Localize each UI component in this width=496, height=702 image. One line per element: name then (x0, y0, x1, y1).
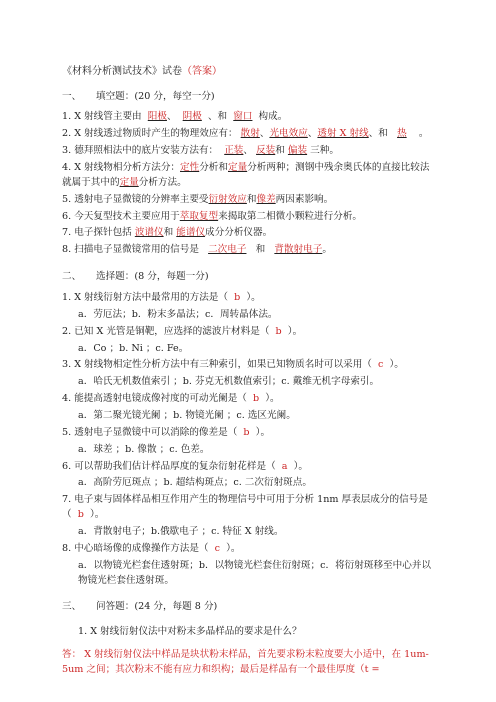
choice-options: a．劳厄法；b．粉末多晶法；c．周转晶体法。 (78, 308, 278, 320)
answer-blank: 热 (397, 128, 407, 140)
answer-blank: 能谱仪 (176, 227, 206, 239)
choice-answer: b (243, 426, 250, 438)
choice-question: 4. 能提高透射电镜成像衬度的可动光阑是（ b ）。 (62, 393, 280, 405)
choice-options: a．哈氏无机数值索引 ；b. 芬克无机数值索引；c. 戴维无机字母索引。 (78, 376, 380, 388)
choice-question: 2. 已知 X 光管是铜靶，应选择的滤波片材料是（ b ）。 (62, 325, 303, 337)
answer-blank: 定量 (119, 176, 139, 188)
choice-answer: b (234, 291, 241, 303)
section-essay-heading (62, 600, 438, 615)
section-title: 选择题：(8 分，每题一分) (96, 271, 209, 283)
page-title (62, 64, 438, 80)
title-main: 《材料分析测试技术》试卷 (62, 66, 182, 77)
answer-blank: 窗口 (233, 111, 253, 123)
fill-question-7: 7. 电子探针包括 波谱仪和 能谱仪成分分析仪器。 (62, 227, 273, 239)
essay-question-1: 1. X 射线衍射仪法中对粉末多晶样品的要求是什么？ (78, 626, 302, 638)
answer-blank: 阳极 (147, 111, 167, 123)
fill-question-6: 6. 今天复型技术主要应用于萃取复型来揭取第二相微小颗粒进行分析。 (62, 210, 363, 222)
choice-options: a．球差 ；b. 像散 ；c. 色差。 (78, 443, 210, 455)
section-title: 问答题：(24 分，每题 8 分) (96, 601, 218, 613)
choice-answer: a (281, 460, 288, 472)
fill-question-1: 1. X 射线管主要由 阳极、 阴极 、和 窗口 构成。 (62, 111, 288, 123)
section-number: 三、 (62, 601, 82, 613)
answer-blank: 波谱仪 (134, 227, 164, 239)
choice-options: a．背散射电子；b.俄歇电子 ；c. 特征 X 射线。 (78, 525, 284, 537)
section-number: 一、 (62, 90, 82, 102)
choice-question: 6. 可以帮助我们估计样品厚度的复杂衍射花样是（ a ）。 (62, 460, 309, 472)
choice-options: a．第二聚光镜光阑 ；b. 物镜光阑 ；c. 选区光阑。 (78, 409, 296, 421)
fill-question-5: 5. 透射电子显微镜的分辨率主要受衍射效应和像差两因素影响。 (62, 193, 334, 205)
choice-question: 3. X 射线物相定性分析方法中有三种索引，如果已知物质名时可以采用（ c ）。 (62, 359, 404, 371)
section-fill-heading (62, 90, 438, 105)
choice-options: a．高阶劳厄斑点 ；b. 超结构斑点；c. 二次衍射斑点。 (78, 477, 312, 489)
answer-blank: 透射 X 射线 (317, 128, 369, 140)
answer-blank: 正装 (224, 145, 244, 157)
answer-blank: 二次电子 (208, 244, 247, 256)
choice-answer: c (214, 542, 220, 554)
essay-answer-1: 答： X 射线衍射仪法中样品是块状粉末样品，首先要求粉末粒度要大小适中，在 1um-5um 之间；其次粉末不能有应力和织构；最后是样品有一个最佳厚度（t = (62, 649, 429, 675)
choice-question: 5. 透射电子显微镜中可以消除的像差是（ b ）。 (62, 426, 271, 438)
choice-question: 7. 电子束与固体样品相互作用产生的物理信号中可用于分析 1nm 厚表层成分的信号是（ b ）。 (62, 494, 428, 521)
choice-question: 1. X 射线衍射方法中最常用的方法是（ b ）。 (62, 291, 261, 303)
section-title: 填空题：(20 分，每空一分) (96, 90, 215, 102)
fill-question-8: 8. 扫描电子显微镜常用的信号是 二次电子 和 背散射电子。 (62, 244, 332, 256)
section-number: 二、 (62, 271, 82, 283)
choice-options: a．以物镜光栏套住透射斑；b．以物镜光栏套住衍射斑；c．将衍射斑移至中心并以物镜光栏套住透射斑。 (78, 559, 432, 586)
answer-blank: 定量 (228, 161, 248, 173)
title-answer-tag: （答案） (182, 66, 222, 77)
answer-blank: 阴极 (182, 111, 202, 123)
fill-question-4: 4. X 射线物相分析方法分：定性分析和定量分析两种；测钢中残余奥氏体的直接比较法就属于其中的定量分析方法。 (62, 161, 430, 188)
choice-answer: b (275, 325, 282, 337)
section-choice-heading (62, 270, 438, 285)
answer-blank: 像差 (256, 193, 276, 205)
choice-question-list (62, 291, 438, 588)
answer-blank: 反装 (256, 145, 276, 157)
answer-blank: 衍射效应 (208, 193, 247, 205)
choice-options: a．Co ；b. Ni ；c. Fe。 (78, 342, 189, 354)
answer-blank: 定性 (180, 161, 200, 173)
choice-answer: b (77, 509, 84, 521)
choice-answer: b (253, 393, 260, 405)
answer-blank: 光电效应 (269, 128, 308, 140)
choice-answer: c (378, 359, 384, 371)
answer-blank: 萃取复型 (179, 210, 219, 222)
answer-blank: 偏装 (287, 145, 308, 157)
fill-question-3: 3. 德拜照相法中的底片安装方法有： 正装、 反装和 偏装 三种。 (62, 145, 339, 157)
answer-blank: 背散射电子 (274, 244, 323, 256)
exam-page (62, 64, 438, 678)
choice-question: 8. 中心暗场像的成像操作方法是（ c ）。 (62, 542, 241, 554)
answer-blank: 散射 (240, 128, 260, 140)
fill-question-2: 2. X 射线透过物质时产生的物理效应有： 散射、光电效应、透射 X 射线、和 热 。 (62, 128, 429, 140)
